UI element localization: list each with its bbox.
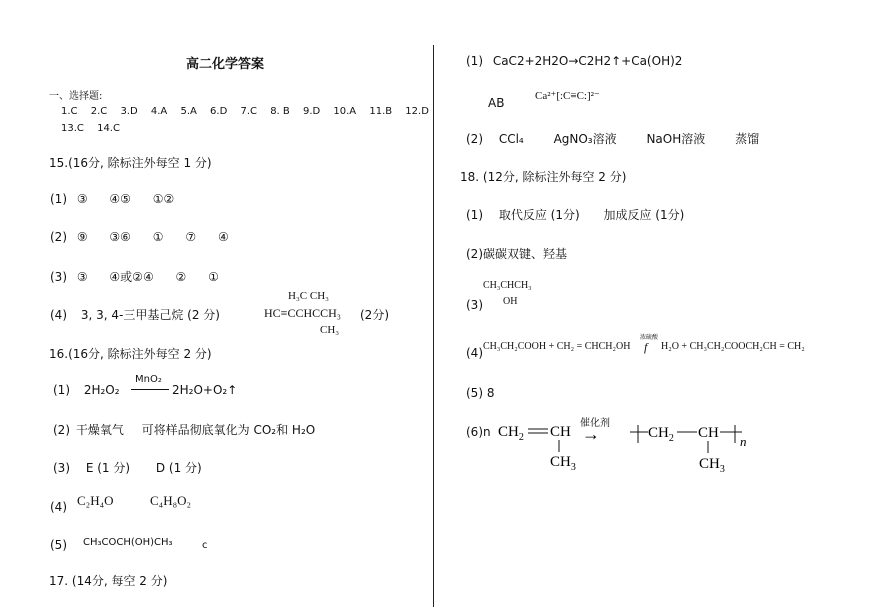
ans: ④或②④ (109, 270, 154, 284)
ans: 可将样品彻底氧化为 CO₂和 H₂O (141, 423, 316, 437)
ans: ③ (76, 192, 88, 206)
products: H₂O + CH₃CH₂COOCH₂CH = CH₂ (661, 341, 805, 352)
ans: ①② (152, 192, 175, 206)
reaction-sign: f (644, 340, 648, 354)
monomer-ch: CH (550, 424, 571, 440)
label: (1) (466, 54, 483, 68)
q17-answer-2 (466, 130, 759, 147)
q16-answer-2 (53, 421, 315, 438)
label: (3) (53, 461, 70, 475)
polymerization-diagram (490, 412, 770, 474)
monomer-ch3: $CH_3$ (550, 454, 576, 473)
ans: ③⑥ (109, 230, 131, 244)
q15-answer-2 (50, 230, 229, 244)
structure-top: H₃C CH₃ (288, 290, 329, 302)
choice-7: 7.C (240, 106, 257, 117)
ans: ⑦ (185, 230, 197, 244)
ans: ⑨ (76, 230, 88, 244)
label: (3) (50, 270, 67, 284)
compound-name: 3, 3, 4-三甲基己烷 (2 分) (80, 308, 220, 322)
q18-answer-3-label: (3) (466, 298, 483, 312)
choice-6: 6.D (210, 106, 228, 117)
structure-top: CH₃CHCH₃ (483, 280, 532, 291)
q16-answer-5-label: (5) (50, 538, 67, 552)
choice-11: 11.B (369, 106, 393, 117)
formula-b: C₄H₈O₂ (150, 493, 192, 508)
ans: ② (175, 270, 187, 284)
ans: D (1 分) (155, 461, 202, 475)
formula-a: C₂H₄O (77, 493, 114, 508)
repeat-n: n (740, 434, 747, 449)
score-note: (2分) (360, 308, 389, 322)
q15-heading: 15.(16分, 除标注外每空 1 分) (49, 156, 212, 170)
monomer-ch2: $CH_2$ (498, 424, 524, 443)
q15-answer-3 (50, 268, 219, 285)
formula: CH₃COCH(OH)CH₃ (83, 537, 173, 548)
label: (2) (53, 423, 70, 437)
equation: CaC2+2H2O→C2H2↑+Ca(OH)2 (492, 54, 683, 68)
choice-13: 13.C (61, 123, 84, 134)
ans: ③ (76, 270, 88, 284)
catalyst-label: MnO₂ (135, 374, 162, 385)
q18-answer-6-label: (6)n (466, 425, 491, 439)
catalyst-label: 催化剂 (580, 418, 610, 429)
ans: ① (208, 270, 219, 284)
ans: E (1 分) (85, 461, 131, 475)
column-divider (433, 45, 434, 607)
structure-bottom: CH₃ (320, 324, 340, 336)
q16-heading: 16.(16分, 除标注外每空 2 分) (49, 347, 212, 361)
ans: 加成反应 (1分) (603, 208, 685, 222)
choice-4: 4.A (150, 106, 168, 117)
ans: AgNO₃溶液 (553, 132, 617, 146)
ans: ① (152, 230, 164, 244)
arrow-icon: → (582, 424, 600, 444)
choice-3: 3.D (120, 106, 138, 117)
label: (2) (466, 132, 483, 146)
q18-heading: 18. (12分, 除标注外每空 2 分) (460, 170, 627, 184)
ans: 干燥氧气 (75, 423, 124, 437)
polymer-ch: CH (698, 425, 719, 441)
choice-answers-row2 (61, 123, 130, 134)
q16-answer-3 (53, 459, 202, 476)
electron-formula: Ca²⁺[:C≡C:]²⁻ (535, 90, 600, 102)
q18-answer-1 (466, 206, 684, 223)
label: (1) (53, 383, 70, 397)
polymer-ch3: $CH_3$ (699, 456, 725, 474)
choice-5: 5.A (180, 106, 197, 117)
q15-answer-1 (50, 192, 174, 206)
q16-answer-1 (53, 383, 120, 397)
reactants: CH₃CH₂COOH + CH₂ = CHCH₂OH (483, 341, 631, 352)
ans: AB (488, 96, 505, 110)
choice-9: 9.D (302, 106, 321, 117)
choice-10: 10.A (333, 106, 357, 117)
product: 2H₂O+O₂↑ (172, 383, 238, 397)
ans: c (202, 540, 208, 551)
q15-answer-4 (50, 306, 220, 323)
catalyst-label: 浓硫酸 (640, 334, 659, 341)
section-heading: 一、选择题: (49, 91, 103, 102)
reactant: 2H₂O₂ (83, 383, 120, 397)
label: (1) (466, 208, 483, 222)
ans: 蒸馏 (735, 132, 760, 146)
q17-answer-1 (466, 54, 682, 68)
ans: 取代反应 (1分) (498, 208, 580, 222)
choice-14: 14.C (97, 123, 120, 134)
choice-12: 12.D (405, 106, 429, 117)
page-title: 高二化学答案 (186, 57, 265, 72)
ans: ④⑤ (109, 192, 131, 206)
choice-2: 2.C (90, 106, 108, 117)
structure-bottom: OH (503, 296, 518, 307)
structure-main: HC≡CCHCCH₃ (264, 306, 341, 320)
q18-answer-4-label: (4) (466, 346, 483, 360)
choice-answers-row1 (61, 106, 439, 117)
label: (2) (50, 230, 67, 244)
reaction-arrow (131, 389, 169, 390)
choice-8: 8. B (270, 106, 290, 117)
q17-heading: 17. (14分, 每空 2 分) (49, 574, 168, 588)
polymer-ch2: $CH_2$ (648, 425, 674, 444)
label: (1) (50, 192, 67, 206)
q18-answer-2: (2)碳碳双键、羟基 (466, 247, 567, 261)
q16-answer-4-label: (4) (50, 500, 67, 514)
ans: CCl₄ (498, 132, 524, 146)
label: (4) (50, 308, 67, 322)
ans: NaOH溶液 (646, 132, 706, 146)
q18-answer-5: (5) 8 (466, 386, 495, 400)
ans: ④ (217, 230, 229, 244)
choice-1: 1.C (61, 106, 78, 117)
